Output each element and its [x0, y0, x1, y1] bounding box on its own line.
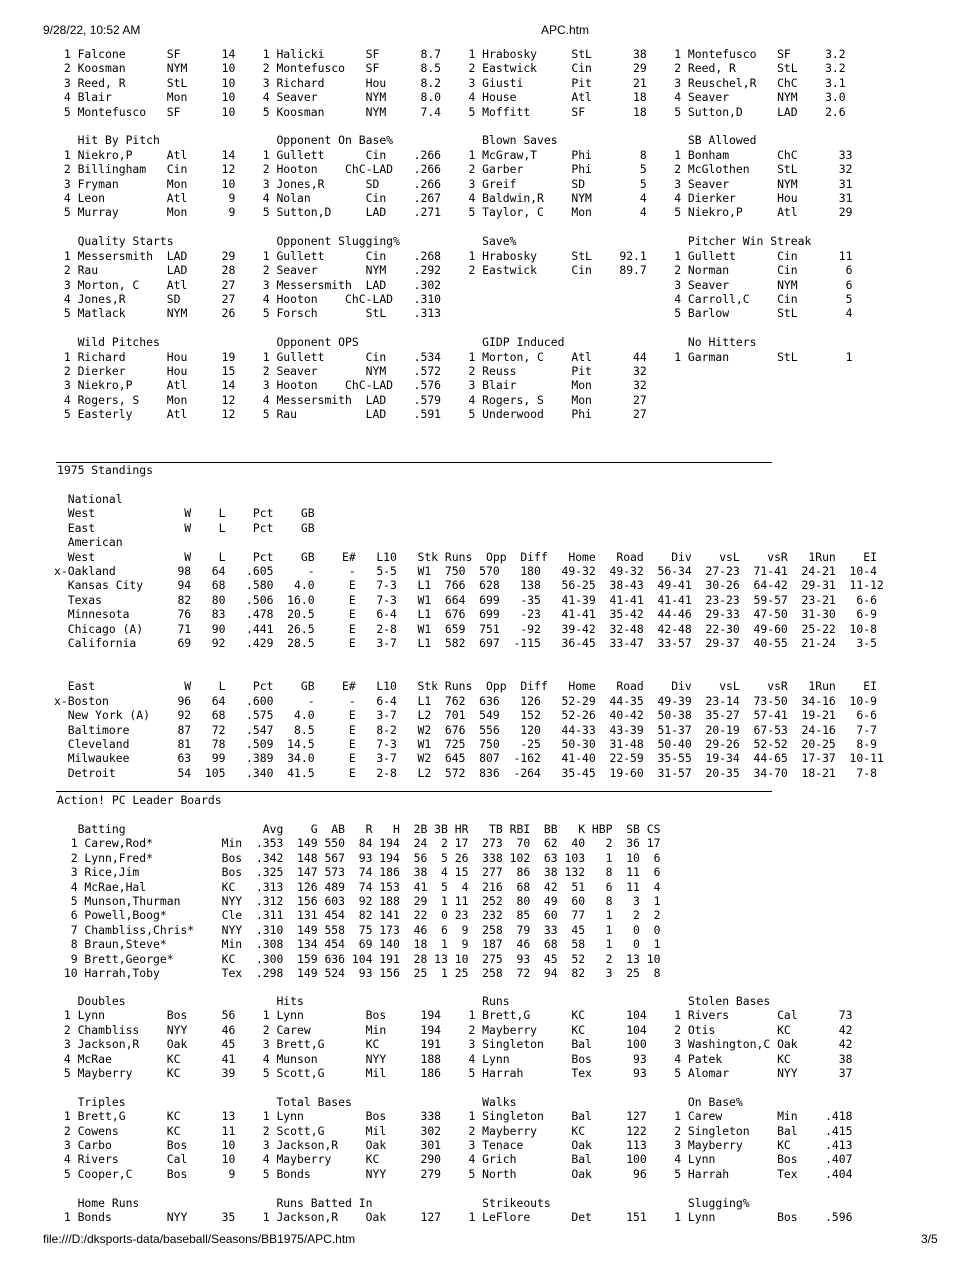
- al-leaders-block: Doubles Hits Runs Stolen Bases 1 Lynn Bos 56 1 Lynn Bos 194 1 Brett,G KC 104 1 Rivers Cal 73 2 Chambliss NYY 46 2 Carew Min 194 2 Mayberry KC 104 2 Otis KC 42 3 Jackson,R Oak 45 3 Brett,G KC 191 3 Singleton Bal 100 3 Washington,C Oak 42 4 McRae KC 41 4 Munson NYY 188 4 Lynn Bos 93 4 Patek KC 38 5 Mayberry KC 39 5 Scott,G Mil 186 5 Harrah Tex 93 5 Alomar NYY 37 Triples Total Bases Walks On Base% 1 Brett,G KC 13 1 Lynn Bos 338 1 Singleton Bal 127 1 Carew Min .418 2 Cowens KC 11 2 Scott,G Mil 302 2 Mayberry KC 122 2 Singleton Bal .415 3 Carbo Bos 10 3 Jackson,R Oak 301 3 Tenace Oak 113 3 Mayberry KC .413 4 Rivers Cal 10 4 Mayberry KC 290 4 Grich Bal 100 4 Lynn Bos .407 5 Cooper,C Bos 9 5 Bonds NYY 279 5 North Oak 96 5 Harrah Tex .404 Home Runs Runs Batted In Strikeouts Slugging% 1 Bonds NYY 35 1 Jackson,R Oak 127 1 LeFlore Det 151 1 Lynn Bos .596: [63, 994, 853, 1225]
- standings-title: 1975 Standings: [57, 463, 154, 477]
- print-datetime: 9/28/22, 10:52 AM: [43, 23, 141, 37]
- pitching-leaders-block: 1 Falcone SF 14 1 Halicki SF 8.7 1 Hrabosky StL 38 1 Montefusco SF 3.2 2 Koosman NYM 10 2 Montefusco SF 8.5 2 Eastwick Cin 29 2 Reed, R StL 3.2 3 Reed, R StL 10 3 Richard Hou 8.2 3 Giusti Pit 21 3 Reuschel,R ChC 3.1 4 Blair Mon 10 4 Seaver NYM 8.0 4 House Atl 18 4 Seaver NYM 3.0 5 Montefusco SF 10 5 Koosman NYM 7.4 5 Moffitt SF 18 5 Sutton,D LAD 2.6 Hit By Pitch Opponent On Base% Blown Saves SB Allowed 1 Niekro,P Atl 14 1 Gullett Cin .266 1 McGraw,T Phi 8 1 Bonham ChC 33 2 Billingham Cin 12 2 Hooton ChC-LAD .266 2 Garber Phi 5 2 McGlothen StL 32 3 Fryman Mon 10 3 Jones,R SD .266 3 Greif SD 5 3 Seaver NYM 31 4 Leon Atl 9 4 Nolan Cin .267 4 Baldwin,R NYM 4 4 Dierker Hou 31 5 Murray Mon 9 5 Sutton,D LAD .271 5 Taylor, C Mon 4 5 Niekro,P Atl 29 Quality Starts Opponent Slugging% Save% Pitcher Win Streak 1 Messersmith LAD 29 1 Gullett Cin .268 1 Hrabosky StL 92.1 1 Gullett Cin 11 2 Rau LAD 28 2 Seaver NYM .292 2 Eastwick Cin 89.7 2 Norman Cin 6 3 Morton, C Atl 27 3 Messersmith LAD .302 3 Seaver NYM 6 4 Jones,R SD 27 4 Hooton ChC-LAD .310 4 Carroll,C Cin 5 5 Matlack NYM 26 5 Forsch StL .313 5 Barlow StL 4 Wild Pitches Opponent OPS GIDP Induced No Hitters 1 Richard Hou 19 1 Gullett Cin .534 1 Morton, C Atl 44 1 Garman StL 1 2 Dierker Hou 15 2 Seaver NYM .572 2 Reuss Pit 32 3 Niekro,P Atl 14 3 Hooton ChC-LAD .576 3 Blair Mon 32 4 Rogers, S Mon 12 4 Messersmith LAD .579 4 Rogers, S Mon 27 5 Easterly Atl 12 5 Rau LAD .591 5 Underwood Phi 27: [63, 47, 853, 422]
- standings-table: National West W L Pct GB East W L Pct GB American West W L Pct GB E# L10 Stk Runs Opp Diff Home Road Div vsL vsR 1Run EI x-Oakland 98 64 .605 - - 5-5 W1 750 570 180 49-32 49-32 56-34 27-23 71-41 24-21 10-4 Kansas City 94 68 .580 4.0 E 7-3 L1 766 628 138 56-25 38-43 49-41 30-26 64-42 29-31 11-12 Texas 82 80 .506 16.0 E 7-3 W1 664 699 -35 41-39 41-41 41-41 23-23 59-57 23-21 6-6 Minnesota 76 83 .478 20.5 E 6-4 L1 676 699 -23 41-41 35-42 44-46 29-33 47-50 31-30 6-9 Chicago (A) 71 90 .441 26.5 E 2-8 W1 659 751 -92 39-42 32-48 42-48 22-30 49-60 25-22 10-8 California 69 92 .429 28.5 E 3-7 L1 582 697 -115 36-45 33-47 33-57 29-37 40-55 21-24 3-5 East W L Pct GB E# L10 Stk Runs Opp Diff Home Road Div vsL vsR 1Run EI x-Boston 96 64 .600 - - 6-4 L1 762 636 126 52-29 44-35 49-39 23-14 73-50 34-16 10-9 New York (A) 92 68 .575 4.0 E 3-7 L2 701 549 152 52-26 40-42 50-38 35-27 57-41 19-21 6-6 Baltimore 87 72 .547 8.5 E 8-2 W2 676 556 120 44-33 43-39 51-37 20-19 67-53 24-16 7-7 Cleveland 81 78 .509 14.5 E 7-3 W1 725 750 -25 50-30 31-48 50-40 29-26 52-52 20-25 8-9 Milwaukee 63 99 .389 34.0 E 3-7 W2 645 807 -162 41-40 22-59 35-55 19-34 44-65 17-37 10-11 Detroit 54 105 .340 41.5 E 2-8 L2 572 836 -264 35-45 19-60 31-57 20-35 34-70 18-21 7-8: [54, 492, 884, 780]
- leaderboards-title: Action! PC Leader Boards: [57, 793, 222, 807]
- divider-bottom: [56, 791, 772, 792]
- print-url: file:///D:/dksports-data/baseball/Seasons/BB1975/APC.htm: [43, 1232, 356, 1246]
- divider-top: [56, 462, 772, 463]
- batting-leaders-table: Batting Avg G AB R H 2B 3B HR TB RBI BB K HBP SB CS 1 Carew,Rod* Min .353 149 550 84 194 24 2 17 273 70 62 40 2 36 17 2 Lynn,Fred* Bos .342 148 567 93 194 56 5 26 338 102 63 103 1 10 6 3 Rice,Jim Bos .325 147 573 74 186 38 4 15 277 86 38 132 8 11 6 4 McRae,Hal KC .313 126 489 74 153 41 5 4 216 68 42 51 6 11 4 5 Munson,Thurman NYY .312 156 603 92 188 29 1 11 252 80 49 60 8 3 1 6 Powell,Boog* Cle .311 131 454 82 141 22 0 23 232 85 60 77 1 2 2 7 Chambliss,Chris* NYY .310 149 558 75 173 46 6 9 258 79 33 45 1 0 0 8 Braun,Steve* Min .308 134 454 69 140 18 1 9 187 46 68 58 1 0 1 9 Brett,George* KC .300 159 636 104 191 28 13 10 275 93 45 52 2 13 10 10 Harrah,Toby Tex .298 149 524 93 156 25 1 25 258 72 94 82 3 25 8: [63, 822, 661, 981]
- page-number: 3/5: [921, 1232, 938, 1246]
- print-title: APC.htm: [541, 23, 590, 37]
